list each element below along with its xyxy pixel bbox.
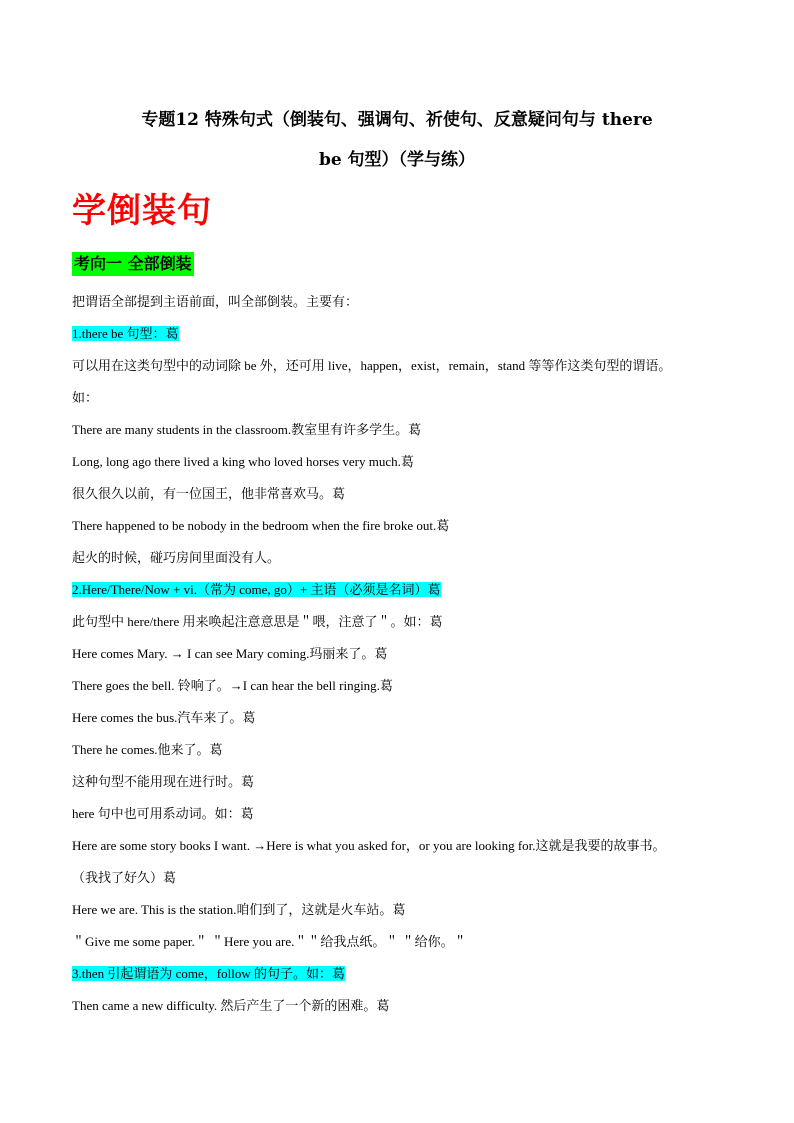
- body-text: Here comes Mary. → I can see Mary coming.玛丽来了。葛: [72, 646, 388, 661]
- body-text: Long, long ago there lived a king who loved horses very much.葛: [72, 454, 414, 469]
- body-line: [72, 638, 732, 670]
- body-line: [72, 894, 732, 926]
- body-line: [72, 926, 732, 958]
- body-line: [72, 990, 732, 1022]
- body-line: [72, 798, 732, 830]
- body-line: [72, 702, 732, 734]
- body-text: Then came a new difficulty. 然后产生了一个新的困难。葛: [72, 998, 390, 1013]
- highlighted-heading-text: 3.then 引起谓语为 come，follow 的句子。如：葛: [72, 966, 345, 981]
- body-line: [72, 382, 732, 414]
- body-line: [72, 478, 732, 510]
- body-text: 这种句型不能用现在进行时。葛: [72, 774, 255, 789]
- body-text: 起火的时候，碰巧房间里面没有人。: [72, 550, 281, 565]
- body-line: [72, 734, 732, 766]
- body-text: Here we are. This is the station.咱们到了，这就是火车站。葛: [72, 902, 406, 917]
- body-line: [72, 414, 732, 446]
- body-text: 如：: [72, 390, 99, 405]
- body-text: There he comes.他来了。葛: [72, 742, 223, 757]
- highlighted-heading-text: 1.there be 句型：葛: [72, 326, 179, 341]
- body-line: [72, 286, 732, 318]
- body-text: There are many students in the classroom.教室里有许多学生。葛: [72, 422, 422, 437]
- body-line: [72, 350, 732, 382]
- body-line: [72, 510, 732, 542]
- body-text: 可以用在这类句型中的动词除 be 外，还可用 live，happen，exist，remain，stand 等等作这类句型的谓语。: [72, 358, 672, 373]
- highlighted-heading-text: 2.Here/There/Now + vi.（常为 come, go）+ 主语（必须是名词）葛: [72, 582, 441, 597]
- body-text: here 句中也可用系动词。如：葛: [72, 806, 254, 821]
- body-text: （我找了好久）葛: [72, 870, 177, 885]
- body-text: 很久很久以前，有一位国王，他非常喜欢马。葛: [72, 486, 346, 501]
- body-text: ＂Give me some paper.＂ ＂Here you are.＂＂给我点纸。＂ ＂给你。＂: [72, 934, 467, 949]
- body-text: There goes the bell. 铃响了。→I can hear the bell ringing.葛: [72, 678, 393, 693]
- body-line: [72, 606, 732, 638]
- document-title: [70, 100, 724, 180]
- body-line: [72, 862, 732, 894]
- body-line: [72, 670, 732, 702]
- body-text: 此句型中 here/there 用来唤起注意意思是＂喂，注意了＂。如：葛: [72, 614, 443, 629]
- body-text: Here comes the bus.汽车来了。葛: [72, 710, 256, 725]
- body-line: [72, 830, 732, 862]
- body-text: There happened to be nobody in the bedroom when the fire broke out.葛: [72, 518, 450, 533]
- sub-heading: 考向一 全部倒装: [72, 252, 194, 276]
- body-text: Here are some story books I want. →Here is what you asked for，or you are looking for.这就是我要的故事书。: [72, 838, 666, 853]
- body-text: 把谓语全部提到主语前面，叫全部倒装。主要有：: [72, 294, 359, 309]
- document-body: [72, 286, 732, 1022]
- body-line: [72, 766, 732, 798]
- body-line: [72, 542, 732, 574]
- body-line: [72, 318, 732, 350]
- document-title-line-2: be 句型）（学与练）: [318, 150, 476, 170]
- document-title-line-1: 专题12 特殊句式（倒装句、强调句、祈使句、反意疑问句与 there: [141, 110, 653, 130]
- section-heading: 学倒装句: [72, 191, 212, 231]
- body-line: [72, 958, 732, 990]
- body-line: [72, 574, 732, 606]
- body-line: [72, 446, 732, 478]
